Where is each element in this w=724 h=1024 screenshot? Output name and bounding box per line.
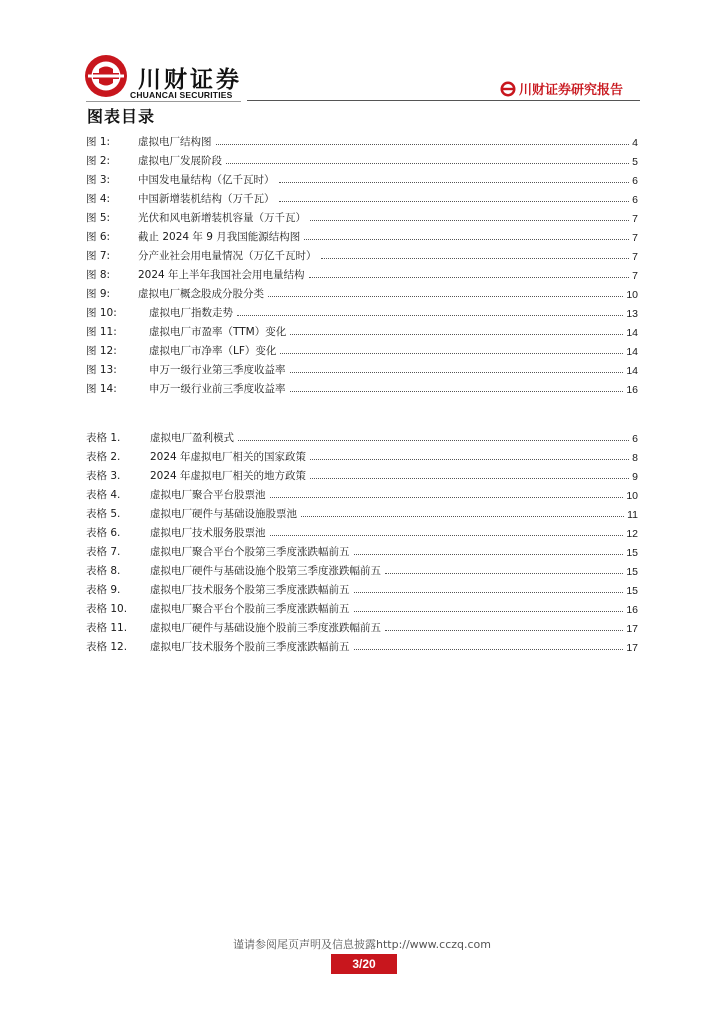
figure-entry-title: 分产业社会用电量情况（万亿千瓦时） [138, 250, 317, 262]
figure-entry[interactable] [86, 187, 638, 206]
figure-entry-number: 图 7: [86, 250, 111, 262]
figure-entry[interactable] [86, 206, 638, 225]
table-entry[interactable] [86, 502, 638, 521]
figure-entry[interactable] [86, 377, 638, 396]
table-entry-number: 表格 8. [86, 565, 121, 577]
report-label-text: 川财证券研究报告 [519, 83, 624, 98]
table-entry-page: 17 [626, 623, 638, 635]
dot-leader [354, 591, 624, 593]
figure-entry-page: 6 [632, 175, 638, 187]
figure-entry[interactable] [86, 320, 638, 339]
figure-entry-number: 图 8: [86, 269, 111, 281]
figure-entry-title: 虚拟电厂市盈率（TTM）变化 [149, 326, 287, 338]
table-entry-title: 虚拟电厂聚合平台个股第三季度涨跌幅前五 [150, 546, 350, 558]
figure-entry-page: 10 [626, 289, 638, 301]
dot-leader [290, 390, 624, 392]
figure-entry-title: 虚拟电厂概念股成分股分类 [138, 288, 264, 300]
dot-leader [226, 162, 629, 164]
figure-entry-page: 16 [626, 384, 638, 396]
table-entry-page: 11 [627, 509, 638, 521]
table-entry-page: 15 [626, 585, 638, 597]
figure-entry-title: 虚拟电厂指数走势 [149, 307, 233, 319]
table-entry-title: 虚拟电厂技术服务股票池 [150, 527, 266, 539]
table-entry[interactable] [86, 483, 638, 502]
table-entry-title: 虚拟电厂聚合平台股票池 [150, 489, 266, 501]
figure-entry-title: 中国新增装机结构（万千瓦） [138, 193, 275, 205]
table-entry[interactable] [86, 426, 638, 445]
table-entry-page: 8 [632, 452, 638, 464]
dot-leader [280, 352, 623, 354]
figure-entry-title: 虚拟电厂市净率（LF）变化 [149, 345, 277, 357]
table-entry[interactable] [86, 464, 638, 483]
table-entry-number: 表格 1. [86, 432, 121, 444]
table-entry-title: 虚拟电厂盈利模式 [150, 432, 234, 444]
figure-list [86, 130, 638, 396]
table-entry-number: 表格 10. [86, 603, 128, 615]
dot-leader [310, 477, 629, 479]
figure-entry-title: 申万一级行业前三季度收益率 [149, 383, 286, 395]
figure-entry-number: 图 5: [86, 212, 111, 224]
figure-entry-page: 4 [632, 137, 638, 149]
table-entry[interactable] [86, 578, 638, 597]
dot-leader [354, 553, 624, 555]
table-entry-title: 虚拟电厂硬件与基础设施股票池 [150, 508, 297, 520]
dot-leader [310, 219, 629, 221]
table-entry-page: 17 [626, 642, 638, 654]
header-divider [247, 100, 640, 101]
report-logo-icon [500, 81, 516, 97]
figure-entry-title: 截止 2024 年 9 月我国能源结构图 [138, 231, 301, 243]
table-entry-number: 表格 3. [86, 470, 121, 482]
table-entry-number: 表格 9. [86, 584, 121, 596]
table-entry-number: 表格 4. [86, 489, 121, 501]
dot-leader [304, 238, 629, 240]
figure-entry[interactable] [86, 282, 638, 301]
table-entry-page: 16 [626, 604, 638, 616]
figure-entry-number: 图 11: [86, 326, 117, 338]
table-entry[interactable] [86, 635, 638, 654]
table-entry[interactable] [86, 540, 638, 559]
figure-entry[interactable] [86, 244, 638, 263]
figure-entry-page: 14 [626, 346, 638, 358]
dot-leader [268, 295, 623, 297]
table-entry-title: 虚拟电厂技术服务个股第三季度涨跌幅前五 [150, 584, 350, 596]
dot-leader [321, 257, 630, 259]
figure-entry-page: 7 [632, 270, 638, 282]
page-number: 3/20 [331, 954, 397, 974]
figure-entry-page: 7 [632, 213, 638, 225]
figure-entry-title: 申万一级行业第三季度收益率 [149, 364, 286, 376]
header-divider-left [86, 101, 241, 102]
dot-leader [279, 200, 630, 202]
figure-entry-page: 7 [632, 232, 638, 244]
dot-leader [354, 610, 624, 612]
figure-entry-page: 7 [632, 251, 638, 263]
table-entry-title: 2024 年虚拟电厂相关的地方政策 [150, 470, 307, 482]
figure-entry[interactable] [86, 263, 638, 282]
table-entry-title: 虚拟电厂硬件与基础设施个股第三季度涨跌幅前五 [150, 565, 381, 577]
table-entry-number: 表格 12. [86, 641, 128, 653]
table-entry-page: 9 [632, 471, 638, 483]
figure-entry[interactable] [86, 358, 638, 377]
figure-entry-number: 图 2: [86, 155, 111, 167]
figure-entry-page: 14 [626, 327, 638, 339]
dot-leader [238, 439, 629, 441]
table-entry[interactable] [86, 597, 638, 616]
table-entry-number: 表格 7. [86, 546, 121, 558]
table-entry[interactable] [86, 445, 638, 464]
table-entry-number: 表格 5. [86, 508, 121, 520]
table-entry-title: 虚拟电厂硬件与基础设施个股前三季度涨跌幅前五 [150, 622, 381, 634]
figure-entry-title: 虚拟电厂发展阶段 [138, 155, 222, 167]
dot-leader [354, 648, 624, 650]
table-entry-number: 表格 2. [86, 451, 121, 463]
table-entry-title: 2024 年虚拟电厂相关的国家政策 [150, 451, 307, 463]
figure-entry[interactable] [86, 149, 638, 168]
toc-title: 图表目录 [87, 107, 156, 126]
table-entry-page: 12 [626, 528, 638, 540]
figure-entry-number: 图 1: [86, 136, 111, 148]
table-entry[interactable] [86, 521, 638, 540]
table-list [86, 426, 638, 654]
table-entry[interactable] [86, 559, 638, 578]
figure-entry-title: 2024 年上半年我国社会用电量结构 [138, 269, 305, 281]
table-entry-title: 虚拟电厂技术服务个股前三季度涨跌幅前五 [150, 641, 350, 653]
figure-entry-number: 图 3: [86, 174, 111, 186]
dot-leader [237, 314, 623, 316]
figure-entry-page: 5 [632, 156, 638, 168]
figure-entry-number: 图 9: [86, 288, 111, 300]
figure-entry-title: 虚拟电厂结构图 [138, 136, 212, 148]
dot-leader [216, 143, 630, 145]
brand-name-en: CHUANCAI SECURITIES [130, 90, 233, 100]
figure-entry-page: 14 [626, 365, 638, 377]
dot-leader [290, 333, 623, 335]
dot-leader [270, 496, 624, 498]
figure-entry-number: 图 12: [86, 345, 117, 357]
table-entry-page: 15 [626, 566, 638, 578]
dot-leader [309, 276, 630, 278]
figure-entry-number: 图 13: [86, 364, 117, 376]
table-entry-page: 10 [626, 490, 638, 502]
figure-entry-title: 光伏和风电新增装机容量（万千瓦） [138, 212, 306, 224]
table-entry-title: 虚拟电厂聚合平台个股前三季度涨跌幅前五 [150, 603, 350, 615]
dot-leader [301, 515, 624, 517]
table-entry-number: 表格 6. [86, 527, 121, 539]
figure-entry-page: 6 [632, 194, 638, 206]
dot-leader [290, 371, 624, 373]
chuancai-logo-icon [84, 54, 128, 98]
figure-entry-number: 图 4: [86, 193, 111, 205]
figure-entry[interactable] [86, 301, 638, 320]
figure-entry[interactable] [86, 339, 638, 358]
figure-entry-page: 13 [626, 308, 638, 320]
figure-entry[interactable] [86, 225, 638, 244]
table-entry-page: 6 [632, 433, 638, 445]
dot-leader [385, 572, 623, 574]
footer-disclaimer: 谨请参阅尾页声明及信息披露http://www.cczq.com [232, 938, 491, 951]
table-entry-number: 表格 11. [86, 622, 128, 634]
figure-entry-title: 中国发电量结构（亿千瓦时） [138, 174, 275, 186]
table-entry[interactable] [86, 616, 638, 635]
figure-entry[interactable] [86, 130, 638, 149]
figure-entry[interactable] [86, 168, 638, 187]
figure-entry-number: 图 14: [86, 383, 117, 395]
page-header [0, 0, 724, 104]
figure-entry-number: 图 10: [86, 307, 117, 319]
table-entry-page: 15 [626, 547, 638, 559]
figure-entry-number: 图 6: [86, 231, 111, 243]
brand-name-cn: 川财证券 [138, 67, 242, 93]
dot-leader [310, 458, 629, 460]
dot-leader [279, 181, 630, 183]
dot-leader [270, 534, 624, 536]
dot-leader [385, 629, 623, 631]
report-label [500, 79, 623, 98]
